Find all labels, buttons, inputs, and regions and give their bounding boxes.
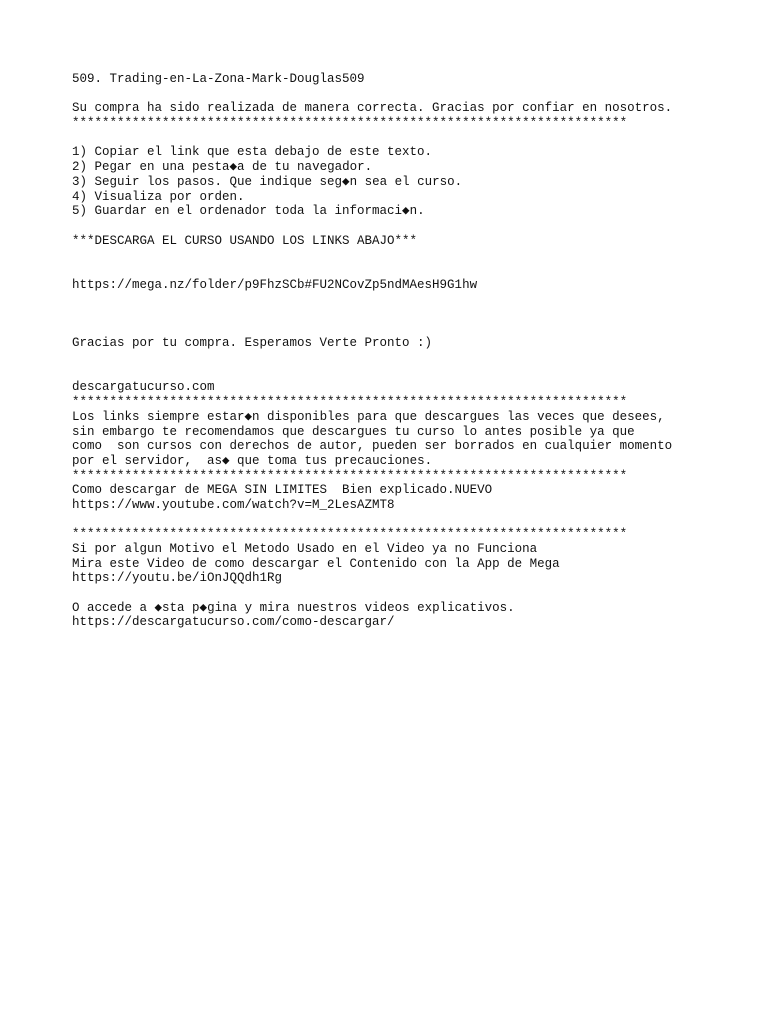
blank-line xyxy=(72,219,752,234)
explainer-text: O accede a ◆sta p◆gina y mira nuestros videos explicativos. xyxy=(72,600,515,615)
notice-line: por el servidor, as◆ que toma tus precauciones. xyxy=(72,453,433,468)
step-item: 4) Visualiza por orden. xyxy=(72,189,245,204)
blank-line xyxy=(72,366,752,381)
mega-guide-title: Como descargar de MEGA SIN LIMITES Bien explicado.NUEVO xyxy=(72,483,493,498)
download-heading: ***DESCARGA EL CURSO USANDO LOS LINKS ABAJO*** xyxy=(72,233,418,248)
mega-folder-link[interactable]: https://mega.nz/folder/p9FhzSCb#FU2NCovZp5ndMAesH9G1hw xyxy=(72,277,478,292)
step-item: 3) Seguir los pasos. Que indique seg◆n sea el curso. xyxy=(72,174,463,189)
blank-line xyxy=(72,322,752,337)
blank-line xyxy=(72,263,752,278)
blank-line xyxy=(72,307,752,322)
separator-line: ************************************************************************** xyxy=(72,527,628,542)
blank-line xyxy=(72,131,752,146)
blank-line xyxy=(72,586,752,601)
separator-line: ************************************************************************** xyxy=(72,468,628,483)
blank-line xyxy=(72,292,752,307)
blank-line xyxy=(72,513,752,528)
thanks-message: Gracias por tu compra. Esperamos Verte Pronto :) xyxy=(72,336,433,351)
blank-line xyxy=(72,351,752,366)
explainer-link[interactable]: https://descargatucurso.com/como-descargar/ xyxy=(72,615,395,630)
blank-line xyxy=(72,87,752,102)
step-item: 1) Copiar el link que esta debajo de este texto. xyxy=(72,145,433,160)
alt-method-link[interactable]: https://youtu.be/iOnJQQdh1Rg xyxy=(72,571,283,586)
step-item: 2) Pegar en una pesta◆a de tu navegador. xyxy=(72,160,373,175)
separator-line: ************************************************************************** xyxy=(72,395,628,410)
site-name: descargatucurso.com xyxy=(72,380,215,395)
mega-guide-link[interactable]: https://www.youtube.com/watch?v=M_2LesAZMT8 xyxy=(72,497,395,512)
step-item: 5) Guardar en el ordenador toda la informaci◆n. xyxy=(72,204,425,219)
notice-line: como son cursos con derechos de autor, pueden ser borrados en cualquier momento xyxy=(72,439,673,454)
document-body xyxy=(72,72,752,630)
separator-line: ************************************************************************** xyxy=(72,116,628,131)
notice-line: sin embargo te recomendamos que descargues tu curso lo antes posible ya que xyxy=(72,424,635,439)
document-title: 509. Trading-en-La-Zona-Mark-Douglas509 xyxy=(72,72,365,86)
blank-line xyxy=(72,248,752,263)
purchase-confirmation: Su compra ha sido realizada de manera correcta. Gracias por confiar en nosotros. xyxy=(72,101,673,116)
notice-line: Los links siempre estar◆n disponibles para que descargues las veces que desees, xyxy=(72,409,665,424)
alt-method-line: Si por algun Motivo el Metodo Usado en el Video ya no Funciona xyxy=(72,542,538,556)
alt-method-line: Mira este Video de como descargar el Contenido con la App de Mega xyxy=(72,556,560,571)
